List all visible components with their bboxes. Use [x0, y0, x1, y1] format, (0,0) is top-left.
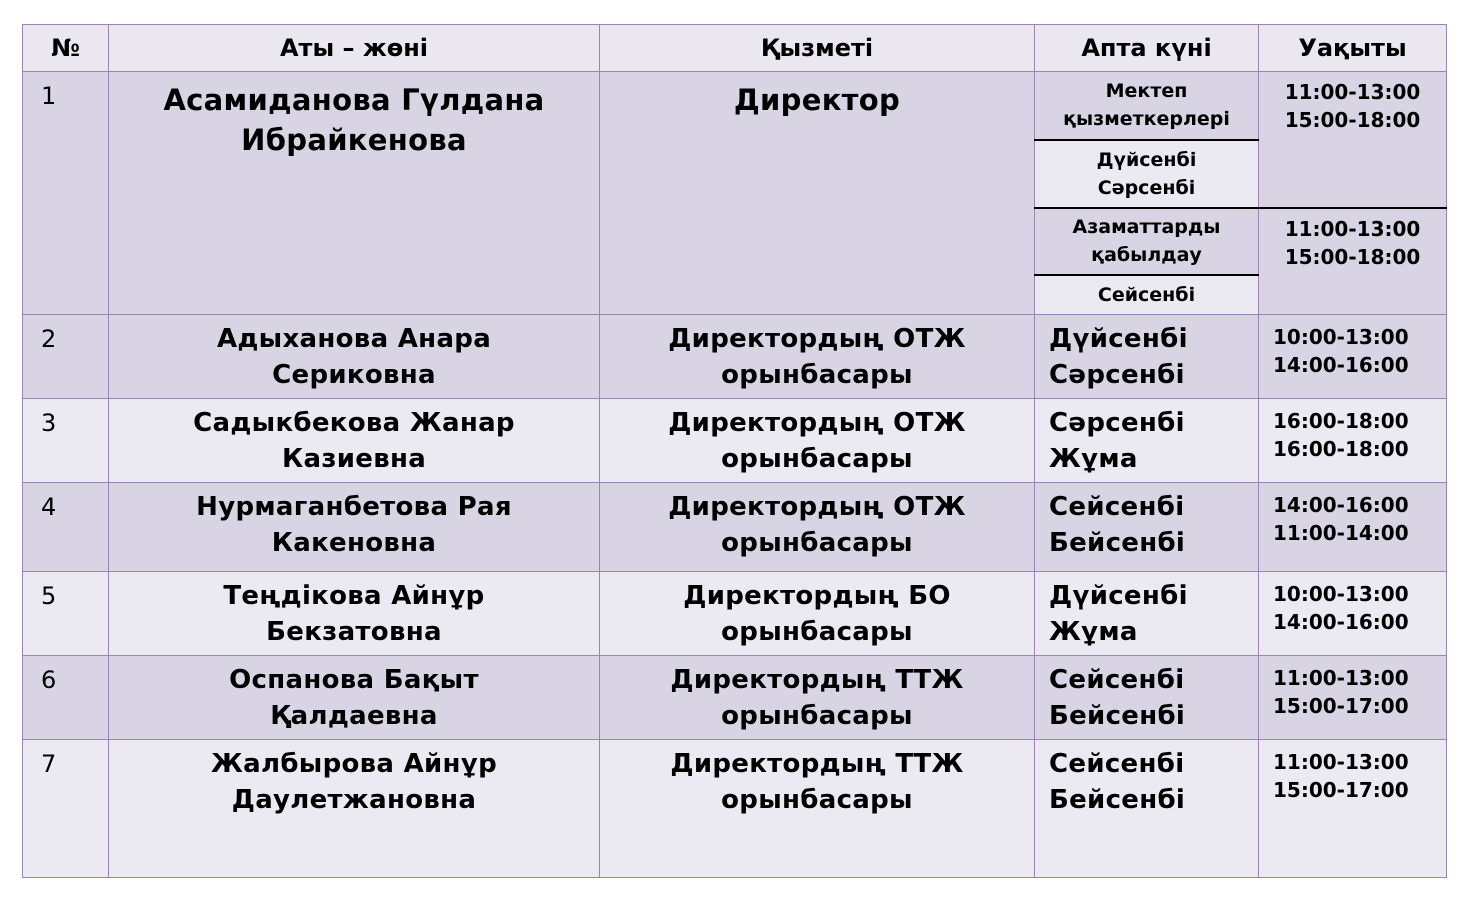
row-number: 7: [23, 740, 109, 878]
header-position: Қызметі: [600, 25, 1035, 72]
reception-days: Сейсенбі: [1035, 275, 1259, 315]
position-line: Директордың ОТЖ: [668, 408, 966, 438]
row-number: 4: [23, 483, 109, 572]
time-line: 11:00-13:00: [1273, 750, 1409, 774]
position-line: орынбасары: [721, 617, 913, 647]
header-day: Апта күні: [1035, 25, 1259, 72]
header-row: [23, 25, 1447, 72]
category-line: қызметкерлері: [1063, 108, 1230, 131]
reception-times: [1259, 483, 1447, 572]
table-row: [23, 399, 1447, 483]
day-line: Дүйсенбі: [1049, 324, 1188, 354]
name-line: Казиевна: [281, 444, 427, 474]
position-line: орынбасары: [721, 701, 913, 731]
reception-times: [1259, 656, 1447, 740]
day-line: Сәрсенбі: [1049, 408, 1185, 438]
reception-days: [1035, 740, 1259, 878]
reception-times: [1259, 740, 1447, 878]
time-line: 15:00-17:00: [1273, 694, 1409, 718]
employee-name: [109, 740, 600, 878]
time-line: 16:00-18:00: [1273, 409, 1409, 433]
time-line: 14:00-16:00: [1273, 493, 1409, 517]
header-time: Уақыты: [1259, 25, 1447, 72]
time-line: 15:00-18:00: [1284, 244, 1421, 269]
position-line: Директордың ОТЖ: [668, 324, 966, 354]
schedule-category: [1035, 208, 1259, 275]
name-line: Ибрайкенова: [241, 123, 467, 157]
table-row: [23, 483, 1447, 572]
reception-times: [1259, 572, 1447, 656]
table-row: [23, 656, 1447, 740]
table-row: [23, 572, 1447, 656]
time-line: 16:00-18:00: [1273, 437, 1409, 461]
reception-days: [1035, 399, 1259, 483]
reception-times: [1259, 399, 1447, 483]
table-row: [23, 315, 1447, 399]
time-line: 10:00-13:00: [1273, 325, 1409, 349]
row-number: 6: [23, 656, 109, 740]
name-line: Оспанова Бақыт: [229, 665, 479, 695]
time-line: 11:00-14:00: [1273, 521, 1409, 545]
row-number: 3: [23, 399, 109, 483]
name-line: Бекзатовна: [266, 617, 442, 647]
employee-name: [109, 399, 600, 483]
name-line: Адыханова Анара: [216, 324, 492, 354]
day-line: Бейсенбі: [1049, 785, 1186, 815]
row-number: 1: [23, 72, 109, 315]
row-number: 2: [23, 315, 109, 399]
name-line: Теңдікова Айнұр: [223, 581, 485, 611]
name-line: Сериковна: [272, 360, 436, 390]
employee-position: Директор: [600, 72, 1035, 315]
reception-days: [1035, 572, 1259, 656]
employee-position: [600, 740, 1035, 878]
time-line: 11:00-13:00: [1284, 80, 1421, 104]
day-line: Сейсенбі: [1049, 492, 1185, 522]
employee-name: [109, 72, 600, 315]
day-line: Сейсенбі: [1049, 665, 1185, 695]
day-line: Жұма: [1049, 444, 1138, 474]
header-name: Аты – жөні: [109, 25, 600, 72]
reception-times: [1259, 72, 1447, 208]
reception-times: [1259, 208, 1447, 315]
employee-position: [600, 572, 1035, 656]
day-line: Дүйсенбі: [1096, 148, 1197, 171]
position-line: Директордың БО: [683, 581, 951, 611]
name-line: Нурмаганбетова Рая: [196, 492, 512, 522]
schedule-category: [1035, 72, 1259, 140]
reception-days: [1035, 656, 1259, 740]
position-line: Директордың ТТЖ: [670, 665, 964, 695]
row-number: 5: [23, 572, 109, 656]
time-line: 11:00-13:00: [1284, 216, 1421, 241]
header-num: №: [23, 25, 109, 72]
reception-days: [1035, 140, 1259, 208]
day-line: Бейсенбі: [1049, 701, 1186, 731]
day-line: Сәрсенбі: [1097, 176, 1196, 199]
employee-position: [600, 656, 1035, 740]
employee-name: [109, 656, 600, 740]
table-row: [23, 72, 1447, 140]
time-line: 11:00-13:00: [1273, 666, 1409, 690]
time-line: 10:00-13:00: [1273, 582, 1409, 606]
name-line: Даулетжановна: [231, 785, 477, 815]
time-line: 15:00-18:00: [1284, 108, 1421, 132]
employee-name: [109, 315, 600, 399]
time-line: 14:00-16:00: [1273, 610, 1409, 634]
employee-position: [600, 315, 1035, 399]
reception-schedule-table: [22, 24, 1447, 878]
position-line: Директордың ОТЖ: [668, 492, 966, 522]
category-line: Мектеп: [1105, 80, 1188, 103]
employee-name: [109, 483, 600, 572]
position-line: орынбасары: [721, 528, 913, 558]
name-line: Қалдаевна: [270, 701, 438, 731]
category-line: қабылдау: [1091, 244, 1202, 266]
time-line: 15:00-17:00: [1273, 778, 1409, 802]
position-line: орынбасары: [721, 360, 913, 390]
category-line: Азаматтарды: [1072, 216, 1221, 238]
name-line: Садыкбекова Жанар: [193, 408, 515, 438]
employee-name: [109, 572, 600, 656]
name-line: Асамиданова Гүлдана: [163, 83, 545, 117]
day-line: Бейсенбі: [1049, 528, 1186, 558]
day-line: Жұма: [1049, 617, 1138, 647]
reception-times: [1259, 315, 1447, 399]
employee-position: [600, 483, 1035, 572]
position-line: орынбасары: [721, 785, 913, 815]
name-line: Жалбырова Айнұр: [211, 749, 497, 779]
day-line: Сейсенбі: [1049, 749, 1185, 779]
position-line: Директордың ТТЖ: [670, 749, 964, 779]
reception-days: [1035, 483, 1259, 572]
day-line: Дүйсенбі: [1049, 581, 1188, 611]
name-line: Какеновна: [271, 528, 437, 558]
position-line: орынбасары: [721, 444, 913, 474]
table-row: [23, 740, 1447, 878]
time-line: 14:00-16:00: [1273, 353, 1409, 377]
day-line: Сәрсенбі: [1049, 360, 1185, 390]
employee-position: [600, 399, 1035, 483]
reception-days: [1035, 315, 1259, 399]
